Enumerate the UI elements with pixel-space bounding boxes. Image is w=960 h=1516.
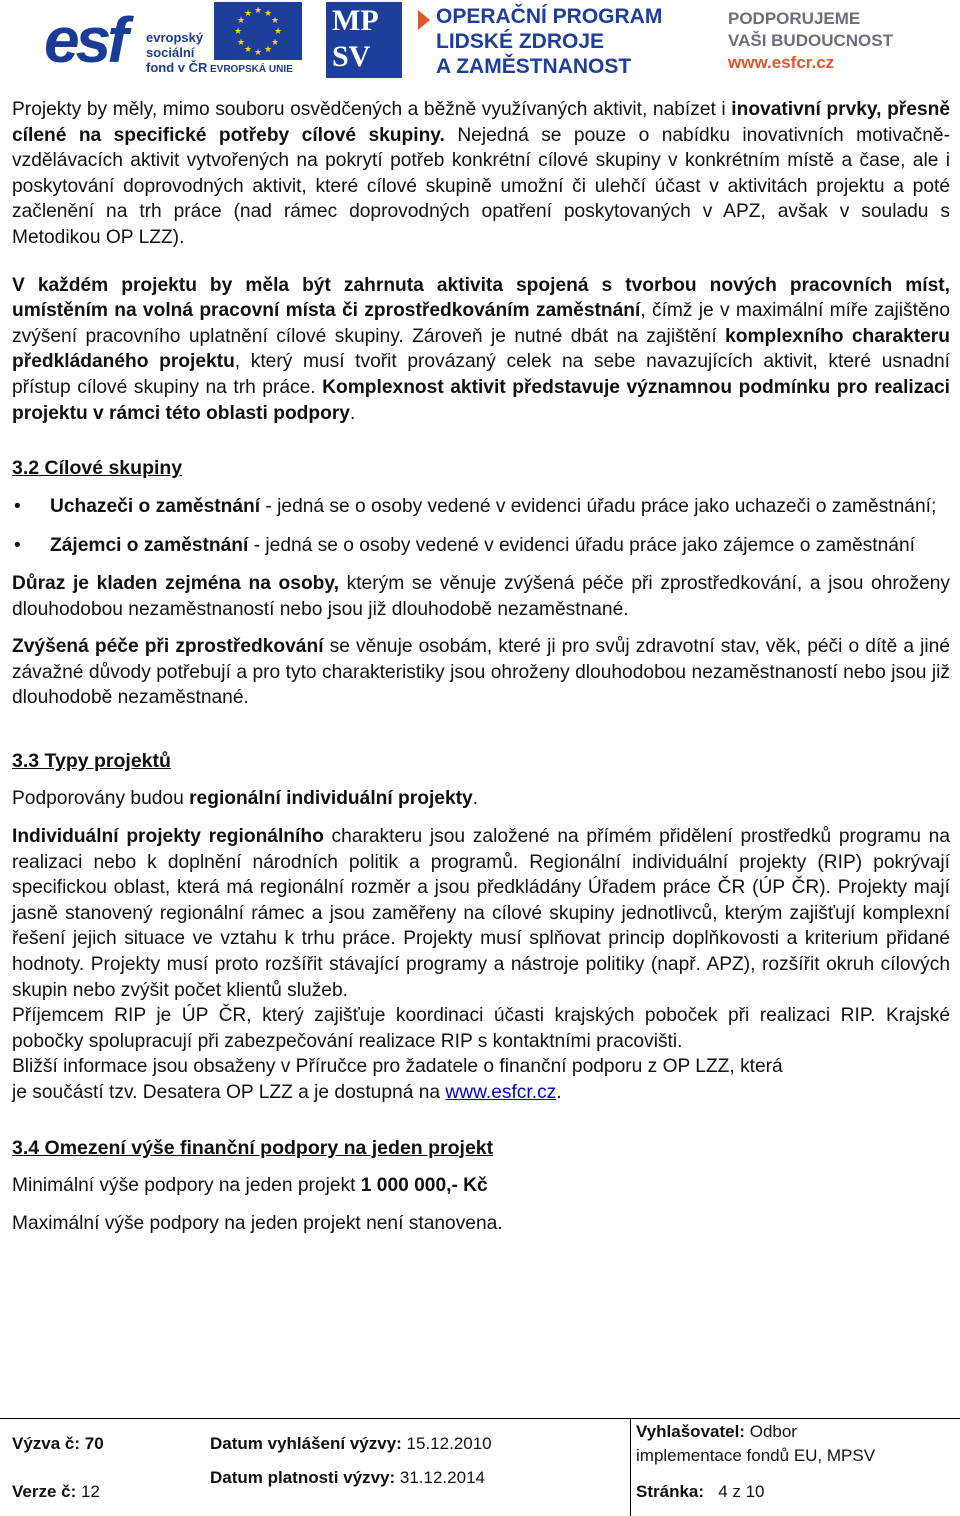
support-slogan: PODPORUJEME VAŠI BUDOUCNOST www.esfcr.cz — [728, 8, 948, 74]
footer-call-number: Výzva č: 70 — [12, 1434, 104, 1453]
esf-logo — [44, 0, 214, 80]
section-heading-3-2: 3.2 Cílové skupiny — [12, 457, 183, 480]
svg-text:★: ★ — [253, 6, 263, 16]
svg-text:★: ★ — [236, 16, 246, 26]
esf-caption: evropský sociální fond v ČR — [146, 30, 208, 75]
op-lzz-logo: OPERAČNÍ PROGRAM LIDSKÉ ZDROJE A ZAMĚSTNANOST — [418, 4, 718, 79]
esfcr-link[interactable]: www.esfcr.cz — [445, 1082, 557, 1103]
list-item: • Uchazeči o zaměstnání - jedná se o osoby vedené v evidenci úřadu práce jako uchazeči o zaměstnání; — [12, 494, 950, 520]
svg-text:★: ★ — [270, 16, 280, 26]
footer-version: Verze č: 12 — [12, 1482, 100, 1501]
header-url: www.esfcr.cz — [728, 53, 835, 72]
footer-divider — [0, 1418, 960, 1419]
page-header — [0, 0, 960, 86]
paragraph-max-support: Maximální výše podpory na jeden projekt není stanovena. — [12, 1212, 503, 1234]
eu-logo — [210, 0, 306, 80]
target-groups-list — [12, 494, 950, 559]
esf-mark: esf — [44, 4, 125, 76]
paragraph-supported: Podporovány budou regionální individuální projekty. — [12, 788, 479, 810]
paragraph-activities: V každém projektu by měla být zahrnuta aktivita spojená s tvorbou nových pracovních míst, umístěním na volná pracovní místa či zprostředkováním zaměstnání, čímž je v maximální míře zajištěno zvýšení pracovního uplatnění cílové skupiny. Zároveň je nutné dbát na zajištění komplexního charakteru předkládaného projektu, který musí tvořit provázaný celek na sebe navazujících aktivit, které usnadní přístup cílové skupiny na trh práce. Komplexnost aktivit představuje významnou podmínku pro realizaci projektu v rámci této oblasti podpory. — [12, 274, 950, 424]
paragraph-innovative: Projekty by měly, mimo souboru osvědčených a běžně využívaných aktivit, nabízet i inovativní prvky, přesně cílené na specifické potřeby cílové skupiny. Nejedná se pouze o nabídku inovativních motivačně-vzdělávacích aktivit vytvořených na pokrytí potřeb konkrétní cílové skupiny v konkrétním místě a čase, ale i poskytování doprovodných aktivit, které cílové skupině umožní či ulehčí účast v aktivitách projektu a poté začlenění na trh práce (nad rámec doprovodných opatření poskytovaných v APZ, avšak v souladu s Metodikou OP LZZ). — [12, 99, 951, 248]
footer-announce-date: Datum vyhlášení výzvy: 15.12.2010 — [210, 1434, 492, 1453]
bullet-icon: • — [14, 535, 21, 557]
svg-text:★: ★ — [273, 27, 283, 37]
svg-text:★: ★ — [243, 45, 253, 55]
mpsv-logo: MP SV — [326, 2, 402, 78]
paragraph-emphasis: Důraz je kladen zejména na osoby, kterým se věnuje zvýšená péče při zprostředkování, a jsou ohroženy dlouhodobou nezaměstnaností nebo jsou již dlouhodobě nezaměstnané. — [12, 572, 950, 620]
paragraph-rip: Individuální projekty regionálního charakteru jsou založené na přímém přidělení prostředků programu na realizaci nebo k doplnění národních politik a programů. Regionální individuální projekty (RIP) pokrývají specifickou oblast, která má regionální rozměr a jsou předkládány Úřadem práce ČR (ÚP ČR). Projekty mají jasně stanovený regionální rámec a jsou zaměřeny na cílové skupiny jednotlivců, kterým zajišťují komplexní řešení jejich situace ve vztahu k trhu práce. Projekty musí splňovat princip doplňkovosti a kriterium přidané hodnoty. Projekty musí proto rozšířit stávající programy a nástroje politiky (např. APZ), rozšířit okruh cílových skupin nebo zvýšit počet klientů služeb. — [12, 826, 951, 1001]
section-heading-3-4: 3.4 Omezení výše finanční podpory na jeden projekt — [12, 1136, 494, 1159]
svg-text:★: ★ — [263, 45, 273, 55]
section-heading-3-3: 3.3 Typy projektů — [12, 749, 171, 772]
svg-text:★: ★ — [233, 27, 243, 37]
footer-column-divider — [630, 1418, 631, 1516]
svg-text:★: ★ — [270, 38, 280, 48]
paragraph-min-support: Minimální výše podpory na jeden projekt 1 000 000,- Kč — [12, 1175, 488, 1197]
svg-text:★: ★ — [253, 48, 263, 58]
footer-announcer-cont: implementace fondů EU, MPSV — [636, 1446, 876, 1465]
footer-page-number: Stránka: 4 z 10 — [636, 1482, 765, 1501]
svg-text:★: ★ — [243, 9, 253, 19]
page-footer — [0, 1418, 960, 1516]
eu-flag-icon — [214, 2, 302, 60]
list-item: • Zájemci o zaměstnání - jedná se o osoby vedené v evidenci úřadu práce jako zájemce o zaměstnání — [12, 533, 950, 559]
paragraph-more-info: Bližší informace jsou obsaženy v Příručce pro žadatele o finanční podporu z OP LZZ, která je součástí tzv. Desatera OP LZZ a je dostupná na www.esfcr.cz. — [12, 1056, 783, 1103]
svg-text:★: ★ — [236, 38, 246, 48]
arrow-icon — [418, 10, 430, 30]
bullet-icon: • — [14, 495, 21, 517]
paragraph-increased-care: Zvýšená péče při zprostředkování se věnuje osobám, které ji pro svůj zdravotní stav, věk, péči o dítě a jiné závažné důvody potřebují a pro tyto charakteristiky jsou ohroženy dlouhodobou nezaměstnaností nebo jsou již dlouhodobě nezaměstnané. — [12, 636, 950, 709]
eu-caption: EVROPSKÁ UNIE — [210, 64, 293, 75]
footer-validity-date: Datum platnosti výzvy: 31.12.2014 — [210, 1468, 485, 1487]
paragraph-recipient: Příjemcem RIP je ÚP ČR, který zajišťuje koordinaci účasti krajských poboček při realizaci RIP. Krajské pobočky spolupracují při zabezpečování realizace RIP s kontaktními pracovišti. — [12, 1005, 950, 1052]
footer-announcer: Vyhlašovatel: Odbor — [636, 1422, 797, 1441]
document-body — [12, 97, 950, 1236]
svg-text:★: ★ — [263, 9, 273, 19]
